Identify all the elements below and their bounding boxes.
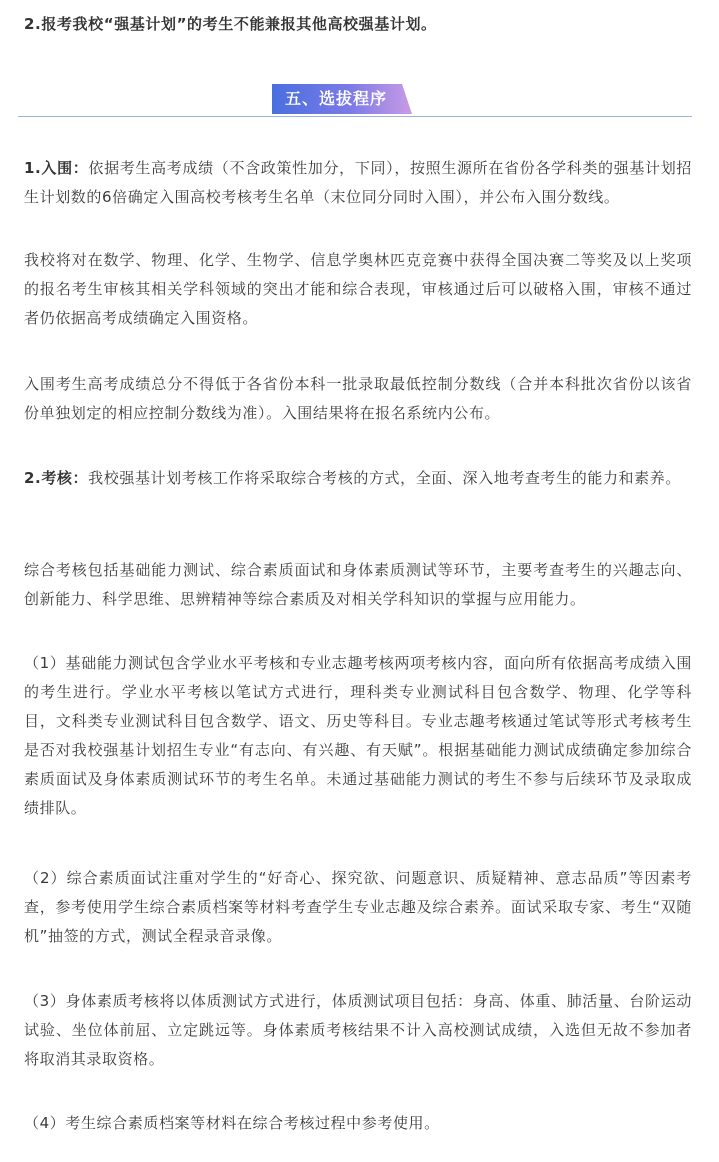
paragraph-assessment — [24, 464, 692, 493]
paragraph-score-line: 入围考生高考成绩总分不得低于各省份本科一批录取最低控制分数线（合并本科批次省份以该省份单独划定的相应控制分数线为准）。入围结果将在报名系统内公布。 — [24, 375, 692, 422]
paragraph-physical-test: （3）身体素质考核将以体质测试方式进行，体质测试项目包括：身高、体重、肺活量、台阶运动试验、坐位体前屈、立定跳远等。身体素质考核结果不计入高校测试成绩，入选但无故不参加者将取消其录取资格。 — [24, 992, 692, 1068]
section-title-badge — [272, 84, 412, 114]
paragraph-competition: 我校将对在数学、物理、化学、生物学、信息学奥林匹克竞赛中获得全国决赛二等奖及以上奖项的报名考生审核其相关学科领域的突出才能和综合表现，审核通过后可以破格入围，审核不通过者仍依据高考成绩确定入围资格。 — [24, 251, 692, 327]
section-divider — [18, 116, 692, 117]
paragraph-text: 依据考生高考成绩（不含政策性加分，下同），按照生源所在省份各学科类的强基计划招生计划数的6倍确定入围高校考核考生名单（末位同分同时入围），并公布入围分数线。 — [24, 159, 692, 206]
paragraph-text: 我校强基计划考核工作将采取综合考核的方式，全面、深入地考查考生的能力和素养。 — [88, 469, 681, 487]
section-title: 五、选拔程序 — [284, 89, 387, 108]
paragraph-label: 2.考核： — [24, 469, 89, 487]
paragraph-label: 1.入围： — [24, 159, 89, 177]
intro-note: 2.报考我校“强基计划”的考生不能兼报其他高校强基计划。 — [24, 15, 437, 33]
section-header — [0, 80, 719, 120]
paragraph-assessment-scope: 综合考核包括基础能力测试、综合素质面试和身体素质测试等环节，主要考查考生的兴趣志向、创新能力、科学思维、思辨精神等综合素质及对相关学科知识的掌握与应用能力。 — [24, 561, 692, 608]
paragraph-interview: （2）综合素质面试注重对学生的“好奇心、探究欲、问题意识、质疑精神、意志品质”等因素考查，参考使用学生综合素质档案等材料考查学生专业志趣及综合素养。面试采取专家、考生“双随机”抽签的方式，测试全程录音录像。 — [24, 869, 692, 945]
paragraph-profile-materials: （4）考生综合素质档案等材料在综合考核过程中参考使用。 — [24, 1114, 440, 1132]
paragraph-basic-ability-test: （1）基础能力测试包含学业水平考核和专业志趣考核两项考核内容，面向所有依据高考成绩入围的考生进行。学业水平考核以笔试方式进行，理科类专业测试科目包含数学、物理、化学等科目，文科类专业测试科目包含数学、语文、历史等科目。专业志趣考核通过笔试等形式考核考生是否对我校强基计划招生专业“有志向、有兴趣、有天赋”。根据基础能力测试成绩确定参加综合素质面试及身体素质测试环节的考生名单。未通过基础能力测试的考生不参与后续环节及录取成绩排队。 — [24, 654, 692, 817]
paragraph-admission — [24, 154, 692, 212]
